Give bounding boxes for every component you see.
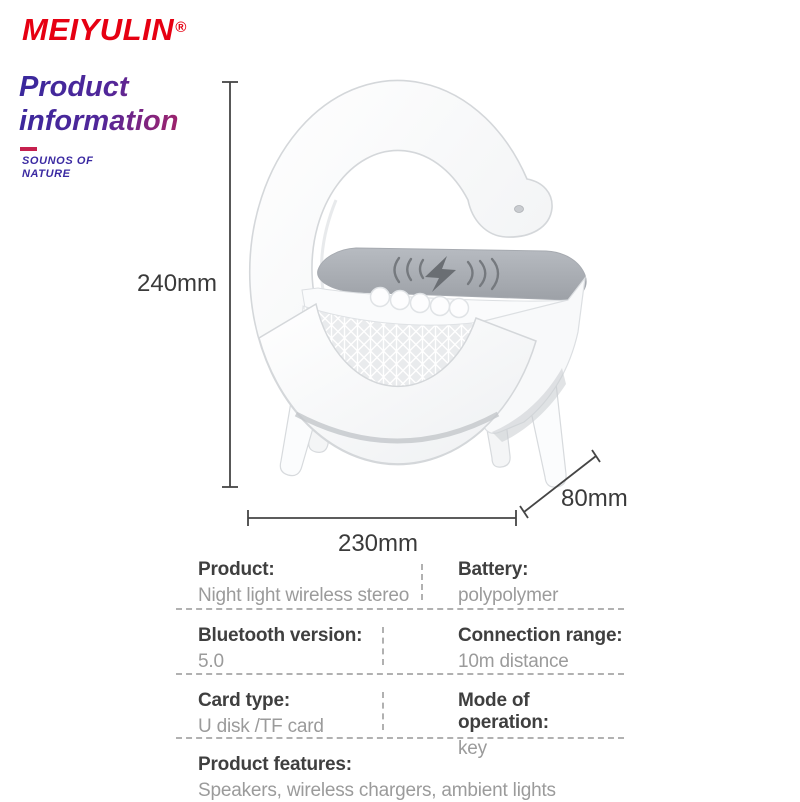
dimension-line-width <box>248 510 516 526</box>
spec-row-features <box>176 739 624 799</box>
spec-label-card: Card type: <box>198 690 290 711</box>
spec-row-bluetooth-range <box>176 610 624 675</box>
brand-name: MEIYULIN <box>22 12 175 47</box>
spec-value-battery: polypolymer <box>458 585 559 606</box>
spec-label-mode: Mode of operation: <box>458 690 549 733</box>
sensor-hole <box>515 206 524 213</box>
charging-pad <box>318 248 586 300</box>
spec-value-card: U disk /TF card <box>198 716 324 737</box>
dimension-height-label: 240mm <box>137 270 218 297</box>
dimension-depth-label: 80mm <box>561 485 628 512</box>
column-divider <box>382 627 384 665</box>
spec-row-product-battery <box>176 552 624 610</box>
spec-cell-range <box>458 610 622 673</box>
spec-value-range: 10m distance <box>458 651 569 672</box>
spec-value-mode: key <box>458 738 487 759</box>
spec-value-features: Speakers, wireless chargers, ambient lights <box>198 780 556 801</box>
device-button <box>431 297 450 316</box>
spec-label-range: Connection range: <box>458 625 623 646</box>
registered-mark: ® <box>175 19 187 36</box>
device-button <box>450 299 469 318</box>
spec-value-product: Night light wireless stereo <box>198 585 410 606</box>
spec-label-battery: Battery: <box>458 559 529 580</box>
dimension-line-height <box>222 82 238 487</box>
spec-label-product: Product: <box>198 559 275 580</box>
column-divider <box>382 692 384 730</box>
dimension-width-label: 230mm <box>337 530 419 557</box>
page-title-line2: information <box>19 105 179 137</box>
spec-cell-battery <box>458 552 558 607</box>
device-button <box>411 294 430 313</box>
brand-tagline-line2: NATURE <box>22 168 71 180</box>
column-divider <box>421 564 423 600</box>
spec-value-bluetooth: 5.0 <box>198 651 224 672</box>
spec-label-bluetooth: Bluetooth version: <box>198 625 363 646</box>
device-button <box>371 288 390 307</box>
page-title-line1: Product <box>19 71 129 103</box>
brand-tagline-line1: SOUNOS OF <box>22 155 94 167</box>
spec-label-features: Product features: <box>198 754 352 775</box>
device-button <box>391 291 410 310</box>
spec-table <box>176 552 624 799</box>
spec-row-card-mode <box>176 675 624 759</box>
